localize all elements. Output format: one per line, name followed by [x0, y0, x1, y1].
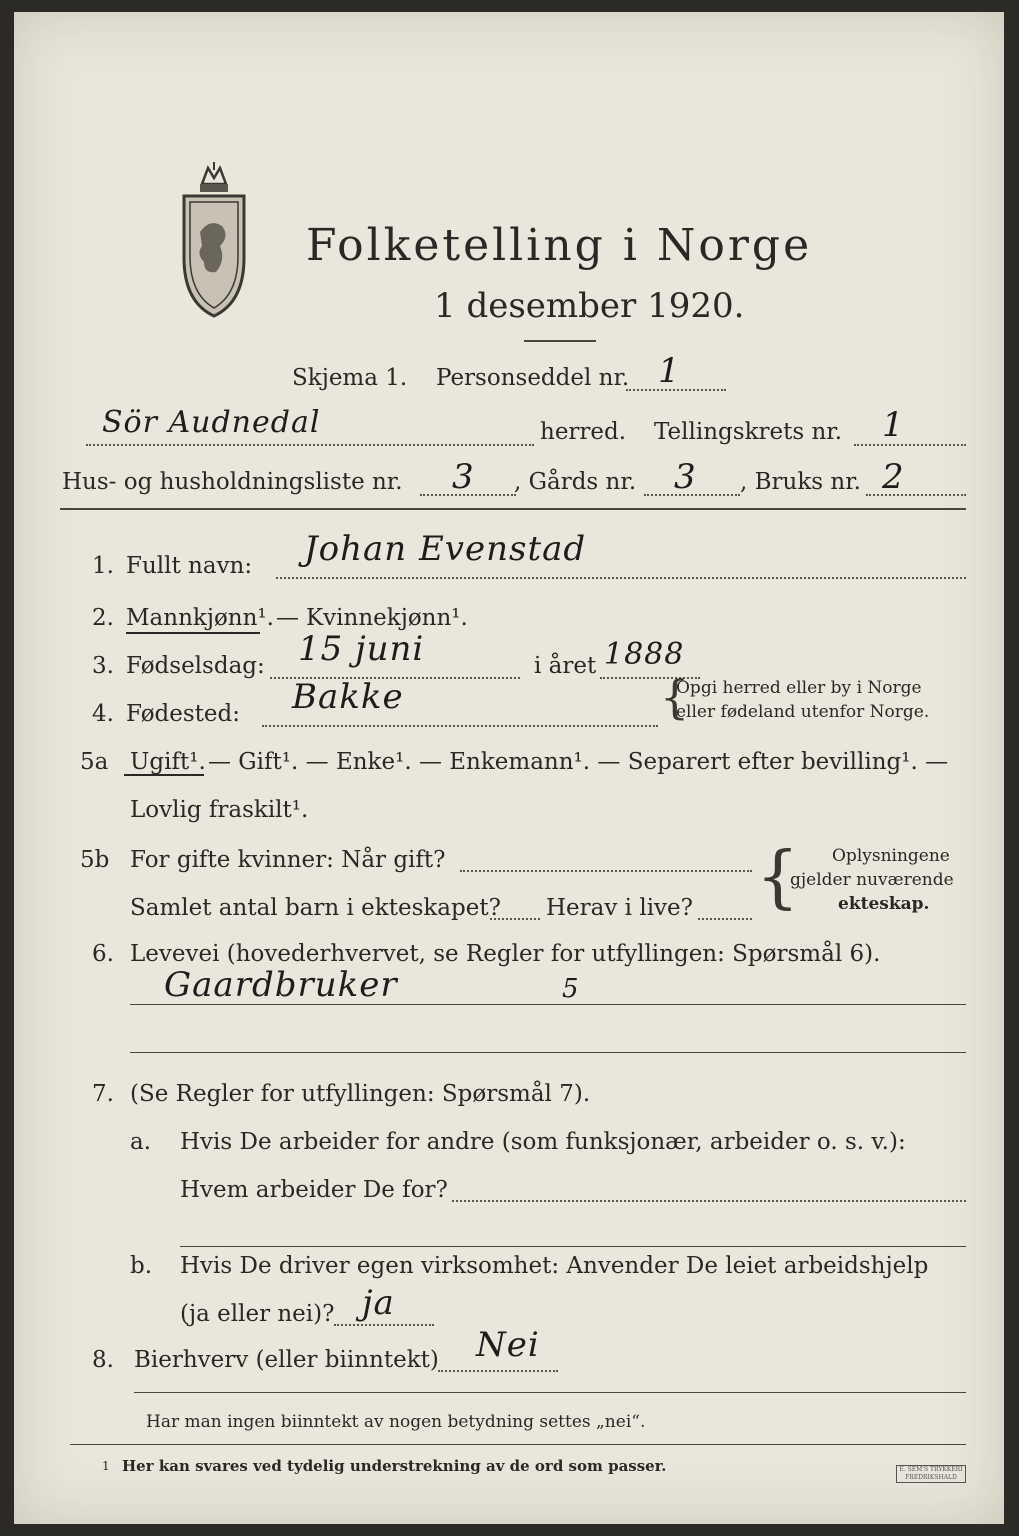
q7b-field-line: [334, 1324, 434, 1326]
q1-number: 1.: [92, 553, 114, 579]
q5a-unmarried-underline: [124, 774, 204, 776]
q5b-children-field: [490, 918, 540, 920]
q5b-note-line2: gjelder nuværende: [790, 870, 954, 890]
q4-label: Fødested:: [126, 701, 241, 727]
q3-year-label: i året: [534, 653, 597, 679]
q5a-number: 5a: [80, 749, 109, 775]
q8-number: 8.: [92, 1347, 114, 1373]
q4-number: 4.: [92, 701, 114, 727]
herred-value: Sör Audnedal: [102, 405, 321, 440]
bruks-label: , Bruks nr.: [740, 469, 861, 495]
q8-field-line: [438, 1370, 558, 1372]
gards-label: , Gårds nr.: [514, 469, 637, 495]
skjema-label: Skjema 1.: [292, 365, 408, 391]
q2-number: 2.: [92, 605, 114, 631]
q7a-question: Hvem arbeider De for?: [180, 1177, 448, 1203]
norwegian-coat-of-arms-icon: [174, 162, 254, 322]
form-title: Folketelling i Norge: [306, 220, 813, 271]
q7b-answer-value: ja: [362, 1283, 395, 1323]
q5b-note-brace: {: [756, 838, 800, 917]
q5b-note-line3: ekteskap.: [838, 894, 930, 914]
q7a-field-line-2: [180, 1246, 966, 1247]
q5a-line2: Lovlig fraskilt¹.: [130, 797, 309, 823]
q5b-line1-field: [460, 870, 752, 872]
title-divider: [524, 340, 596, 342]
q1-full-name-value: Johan Evenstad: [304, 529, 587, 569]
q3-number: 3.: [92, 653, 114, 679]
personseddel-label: Personseddel nr.: [436, 365, 630, 391]
q2-separator: —: [276, 605, 299, 631]
tellingskrets-value: 1: [882, 405, 905, 445]
q6-occupation-value: Gaardbruker: [164, 965, 398, 1005]
tellingskrets-label: Tellingskrets nr.: [654, 419, 843, 445]
q7-number: 7.: [92, 1081, 114, 1107]
q2-male-option: Mannkjønn¹.: [126, 605, 274, 631]
q6-number: 6.: [92, 941, 114, 967]
hus-label: Hus- og husholdningsliste nr.: [62, 469, 403, 495]
gards-value: 3: [674, 457, 697, 497]
q5b-alive-field: [698, 918, 752, 920]
q6-occupation-mark: 5: [562, 974, 580, 1004]
census-form-page: [14, 12, 1004, 1524]
q4-field-line: [262, 725, 658, 727]
bruks-value: 2: [882, 457, 905, 497]
q5b-number: 5b: [80, 847, 110, 873]
q7b-number: b.: [130, 1253, 153, 1279]
q6-label: Levevei (hovederhvervet, se Regler for utfyllingen: Spørsmål 6).: [130, 941, 881, 967]
footer-note: Har man ingen biinntekt av nogen betydning settes „nei“.: [146, 1412, 646, 1432]
tellingskrets-field-line: [854, 444, 966, 446]
q6-field-line-2: [130, 1052, 966, 1053]
q4-note-line2: eller fødeland utenfor Norge.: [676, 702, 930, 722]
hus-value: 3: [452, 457, 475, 497]
q7a-number: a.: [130, 1129, 152, 1155]
header-divider: [60, 508, 966, 510]
q5a-unmarried-option: Ugift¹.: [130, 749, 206, 775]
q5b-line2-children: Samlet antal barn i ekteskapet?: [130, 895, 501, 921]
q2-male-underline: [126, 632, 260, 634]
q1-label: Fullt navn:: [126, 553, 253, 579]
q3-label: Fødselsdag:: [126, 653, 265, 679]
census-date: 1 desember 1920.: [434, 286, 745, 326]
q4-note-brace: {: [660, 670, 690, 724]
q5a-other-options: — Gift¹. — Enke¹. — Enkemann¹. — Separert efter bevilling¹. —: [208, 749, 949, 775]
footnote-number: 1: [102, 1459, 110, 1473]
printer-stamp: E. SEM'S TRYKKERI FREDRIKSHALD: [896, 1465, 966, 1483]
q7a-field-line: [452, 1200, 966, 1202]
q3-year-value: 1888: [604, 637, 685, 672]
q7b-question: (ja eller nei)?: [180, 1301, 335, 1327]
q5b-line2-alive: Herav i live?: [546, 895, 693, 921]
bruks-field-line: [866, 494, 966, 496]
personseddel-value: 1: [658, 351, 681, 391]
q5b-note-line1: Oplysningene: [832, 846, 950, 866]
footer-divider: [70, 1444, 966, 1445]
q7-label: (Se Regler for utfyllingen: Spørsmål 7).: [130, 1081, 591, 1107]
q5b-line1: For gifte kvinner: Når gift?: [130, 847, 446, 873]
q4-birthplace-value: Bakke: [292, 677, 404, 717]
q1-field-line: [276, 577, 966, 579]
q7b-text: Hvis De driver egen virksomhet: Anvender De leiet arbeidshjelp: [180, 1253, 929, 1279]
herred-field-line: [86, 444, 534, 446]
q4-note-line1: Opgi herred eller by i Norge: [676, 678, 922, 698]
q8-field-line-2: [134, 1392, 966, 1393]
q8-label: Bierhverv (eller biinntekt): [134, 1347, 439, 1373]
q3-birthday-value: 15 juni: [298, 629, 425, 669]
footnote-text: Her kan svares ved tydelig understrekning av de ord som passer.: [122, 1457, 667, 1475]
herred-label: herred.: [540, 419, 627, 445]
q2-female-option: Kvinnekjønn¹.: [306, 605, 468, 631]
q7a-text: Hvis De arbeider for andre (som funksjonær, arbeider o. s. v.):: [180, 1129, 906, 1155]
q8-answer-value: Nei: [476, 1325, 540, 1365]
